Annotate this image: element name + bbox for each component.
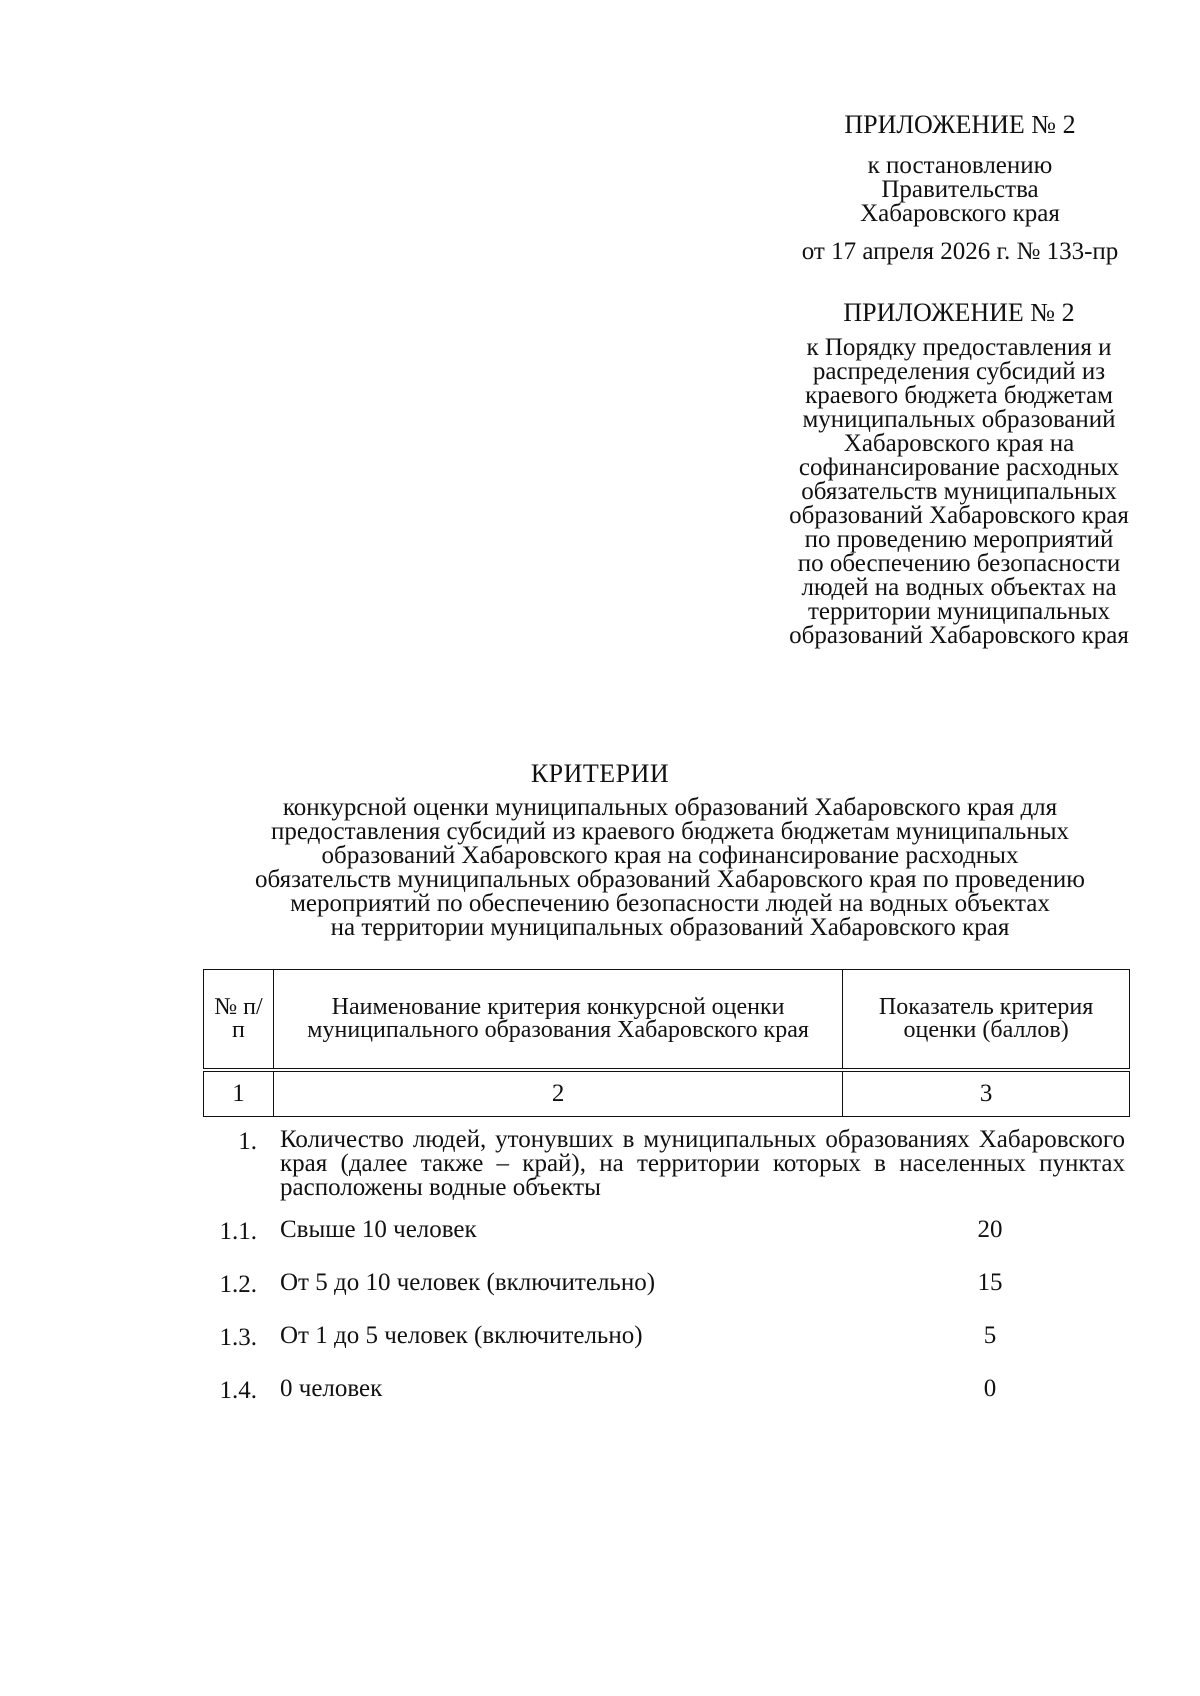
appendix-line: образований Хабаровского края	[789, 622, 1129, 649]
criteria-subtitle-line: конкурсной оценки муниципальных образований Хабаровского края для	[282, 794, 1058, 821]
row-score: 5	[983, 1322, 997, 1349]
column-number: 3	[843, 1072, 1130, 1117]
criteria-subtitle-line: предоставления субсидий из краевого бюджета бюджетам муниципальных	[270, 818, 1069, 845]
row-text: 0 человек	[280, 1375, 383, 1402]
criteria-title: КРИТЕРИИ	[530, 759, 670, 788]
appendix-title: ПРИЛОЖЕНИЕ № 2	[844, 110, 1076, 139]
row-score: 15	[977, 1269, 1003, 1296]
criteria-subtitle	[190, 796, 1150, 940]
criteria-subtitle-line: мероприятий по обеспечению безопасности людей на водных объектах	[290, 890, 1050, 917]
column-number: 2	[273, 1072, 842, 1117]
row-score: 0	[983, 1375, 997, 1402]
header-name: Наименование критерия конкурсной оценки муниципального образования Хабаровского края	[273, 970, 842, 1069]
appendix-line: муниципальных образований	[802, 406, 1116, 433]
appendix-line: образований Хабаровского края	[789, 502, 1129, 529]
appendix-line: людей на водных объектах на	[801, 574, 1117, 601]
appendix-line: распределения субсидий из	[812, 358, 1106, 385]
appendix-date: от 17 апреля 2026 г. № 133-пр	[801, 238, 1119, 265]
appendix-header-resolution	[760, 110, 1160, 264]
appendix-line: по проведению мероприятий	[804, 526, 1114, 553]
criteria-table-header	[203, 969, 1130, 1117]
appendix-line: обязательств муниципальных	[801, 478, 1117, 505]
row-number: 1.3.	[219, 1324, 257, 1351]
criteria-subtitle-line: на территории муниципальных образований Хабаровского края	[330, 914, 1010, 941]
section-text: Количество людей, утонувших в муниципальных образованиях Хабаровского края (далее также – край), на территории которых в населенных пунктах расположены водные объекты	[280, 1126, 1125, 1201]
appendix-line: к постановлению	[867, 152, 1053, 179]
header-num: № п/п	[204, 970, 274, 1069]
row-score: 20	[977, 1216, 1003, 1243]
header-score: Показатель критерия оценки (баллов)	[843, 970, 1130, 1069]
row-text: Свыше 10 человек	[280, 1216, 477, 1243]
row-number: 1.2.	[219, 1271, 257, 1298]
appendix-title: ПРИЛОЖЕНИЕ № 2	[843, 298, 1075, 327]
appendix-header-procedure	[744, 298, 1174, 648]
column-number: 1	[204, 1072, 274, 1117]
appendix-line: территории муниципальных	[807, 598, 1111, 625]
row-number: 1.4.	[219, 1377, 257, 1404]
table-column-numbers-row	[204, 1072, 1130, 1117]
appendix-line: Правительства	[881, 176, 1039, 203]
criteria-subtitle-line: обязательств муниципальных образований Хабаровского края по проведению	[255, 866, 1085, 893]
appendix-line: по обеспечению безопасности	[797, 550, 1121, 577]
table-header-row	[204, 970, 1130, 1069]
row-text: От 5 до 10 человек (включительно)	[280, 1269, 656, 1296]
appendix-line: Хабаровского края на	[843, 430, 1075, 457]
appendix-line: Хабаровского края	[860, 200, 1060, 227]
appendix-line: к Порядку предоставления и	[806, 334, 1112, 361]
row-text: От 1 до 5 человек (включительно)	[280, 1322, 643, 1349]
row-number: 1.1.	[219, 1218, 257, 1245]
section-number: 1.	[238, 1128, 257, 1155]
appendix-line: софинансирование расходных	[798, 454, 1120, 481]
appendix-line: краевого бюджета бюджетам	[805, 382, 1113, 409]
criteria-subtitle-line: образований Хабаровского края на софинансирование расходных	[321, 842, 1019, 869]
